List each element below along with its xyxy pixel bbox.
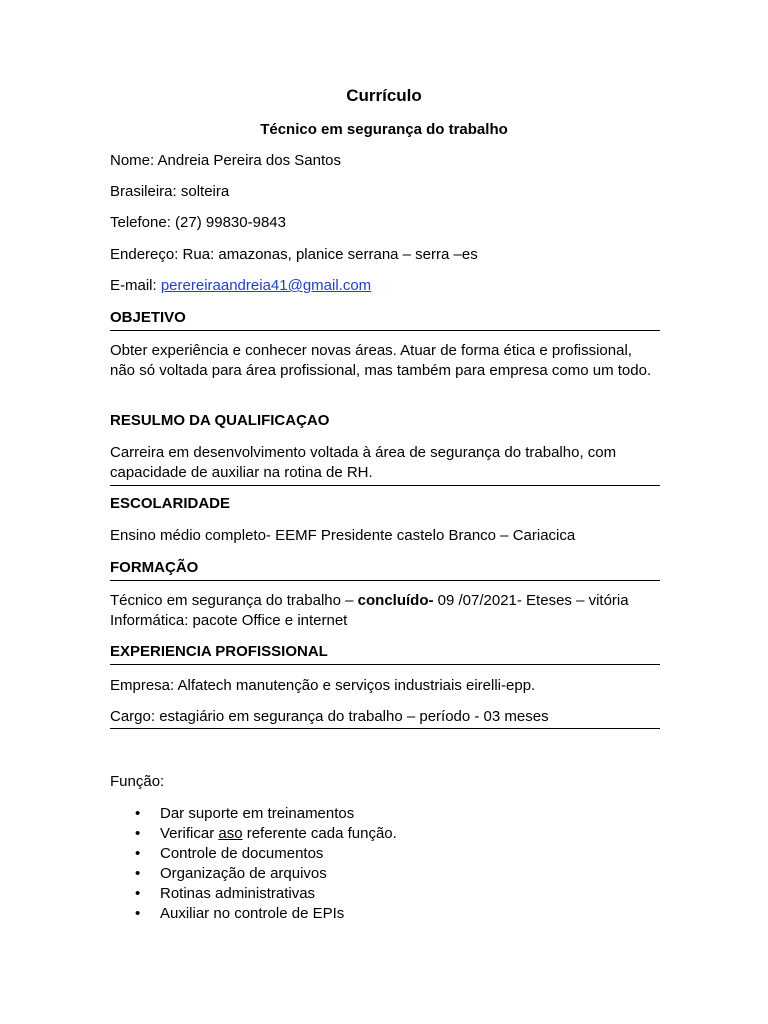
formacao-line1: [110, 591, 660, 611]
bullet-icon: •: [135, 885, 141, 902]
list-item: • Rotinas administrativas: [135, 885, 316, 902]
objetivo-heading: OBJETIVO: [110, 309, 186, 326]
funcao-list: [110, 804, 397, 924]
formacao-date: 09 /07/2021- Eteses – vitória: [433, 592, 629, 609]
email-label: E-mail:: [110, 277, 161, 294]
escolaridade-text: Ensino médio completo- EEMF Presidente castelo Branco – Cariacica: [110, 527, 576, 544]
bullet-icon: •: [135, 865, 141, 882]
funcao-label: Função:: [110, 773, 165, 790]
formacao-status: concluído-: [357, 592, 434, 609]
section-divider: [110, 330, 660, 331]
resumo-text: Carreira em desenvolvimento voltada à área de segurança do trabalho, com capacidade de auxiliar na rotina de RH.: [110, 444, 617, 481]
bullet-icon: •: [135, 905, 141, 922]
document-title: Currículo: [346, 86, 422, 105]
experiencia-heading: EXPERIENCIA PROFISSIONAL: [110, 643, 328, 660]
bullet-icon: •: [135, 805, 141, 822]
objetivo-text: Obter experiência e conhecer novas áreas. Atuar de forma ética e profissional, não só voltada para área profissional, mas também para empresa como um todo.: [110, 342, 652, 379]
section-divider: [110, 485, 660, 486]
experiencia-cargo: Cargo: estagiário em segurança do trabalho – período - 03 meses: [110, 708, 549, 725]
list-item: • Auxiliar no controle de EPIs: [135, 905, 345, 922]
section-divider: [110, 580, 660, 581]
formacao-heading: FORMAÇÃO: [110, 559, 199, 576]
bullet-icon: •: [135, 825, 141, 842]
formacao-line2: Informática: pacote Office e internet: [110, 612, 348, 629]
formacao-course: Técnico em segurança do trabalho –: [110, 592, 358, 609]
list-item: • Controle de documentos: [135, 845, 324, 862]
bullet-icon: •: [135, 845, 141, 862]
contact-address: Endereço: Rua: amazonas, planice serrana – serra –es: [110, 246, 478, 263]
resumo-heading: RESULMO DA QUALIFICAÇAO: [110, 412, 330, 429]
section-divider: [110, 728, 660, 729]
document-subtitle: Técnico em segurança do trabalho: [260, 121, 508, 138]
contact-phone: Telefone: (27) 99830-9843: [110, 214, 286, 231]
email-link[interactable]: perereiraandreia41@gmail.com: [160, 277, 372, 294]
contact-marital: Brasileira: solteira: [110, 183, 230, 200]
contact-email-row: [110, 276, 660, 296]
list-item: • Organização de arquivos: [135, 865, 327, 882]
section-divider: [110, 664, 660, 665]
escolaridade-heading: ESCOLARIDADE: [110, 495, 231, 512]
experiencia-empresa: Empresa: Alfatech manutenção e serviços industriais eirelli-epp.: [110, 677, 536, 694]
list-item: • Verificar aso referente cada função.: [135, 825, 397, 842]
contact-name: Nome: Andreia Pereira dos Santos: [110, 152, 341, 169]
list-item: • Dar suporte em treinamentos: [135, 805, 355, 822]
